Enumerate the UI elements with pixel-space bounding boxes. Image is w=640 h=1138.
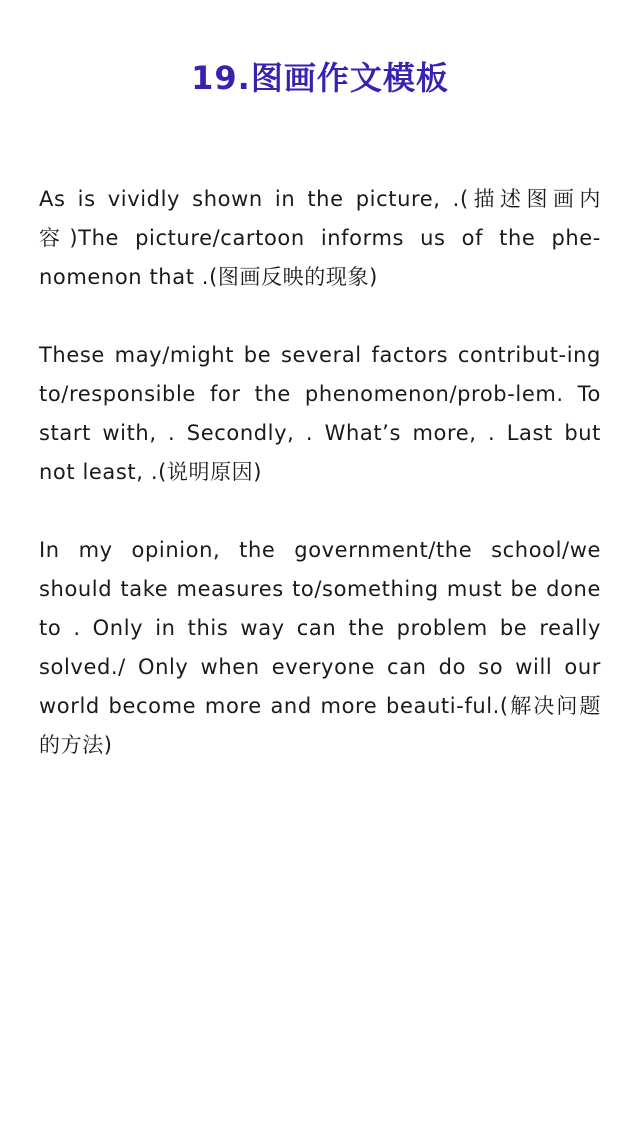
paragraph-describe-picture: As is vividly shown in the picture, .(描述图画内容)The picture/cartoon informs us of the phe-nomenon that .(图画反映的现象) [39,187,601,289]
page-title: 19.图画作文模板 [191,59,449,97]
article-body [39,180,601,804]
paragraph-reasons: These may/might be several factors contribut-ing to/responsible for the phenomenon/prob-lem. To start with, . Secondly, . What’s more, . Last but not least, .(说明原因) [39,343,601,484]
paragraph-solutions: In my opinion, the government/the school/we should take measures to/something must be done to . Only in this way can the problem be really solved./ Only when everyone can do so will our world become more and more beauti-ful.(解决问题的方法) [39,538,601,757]
